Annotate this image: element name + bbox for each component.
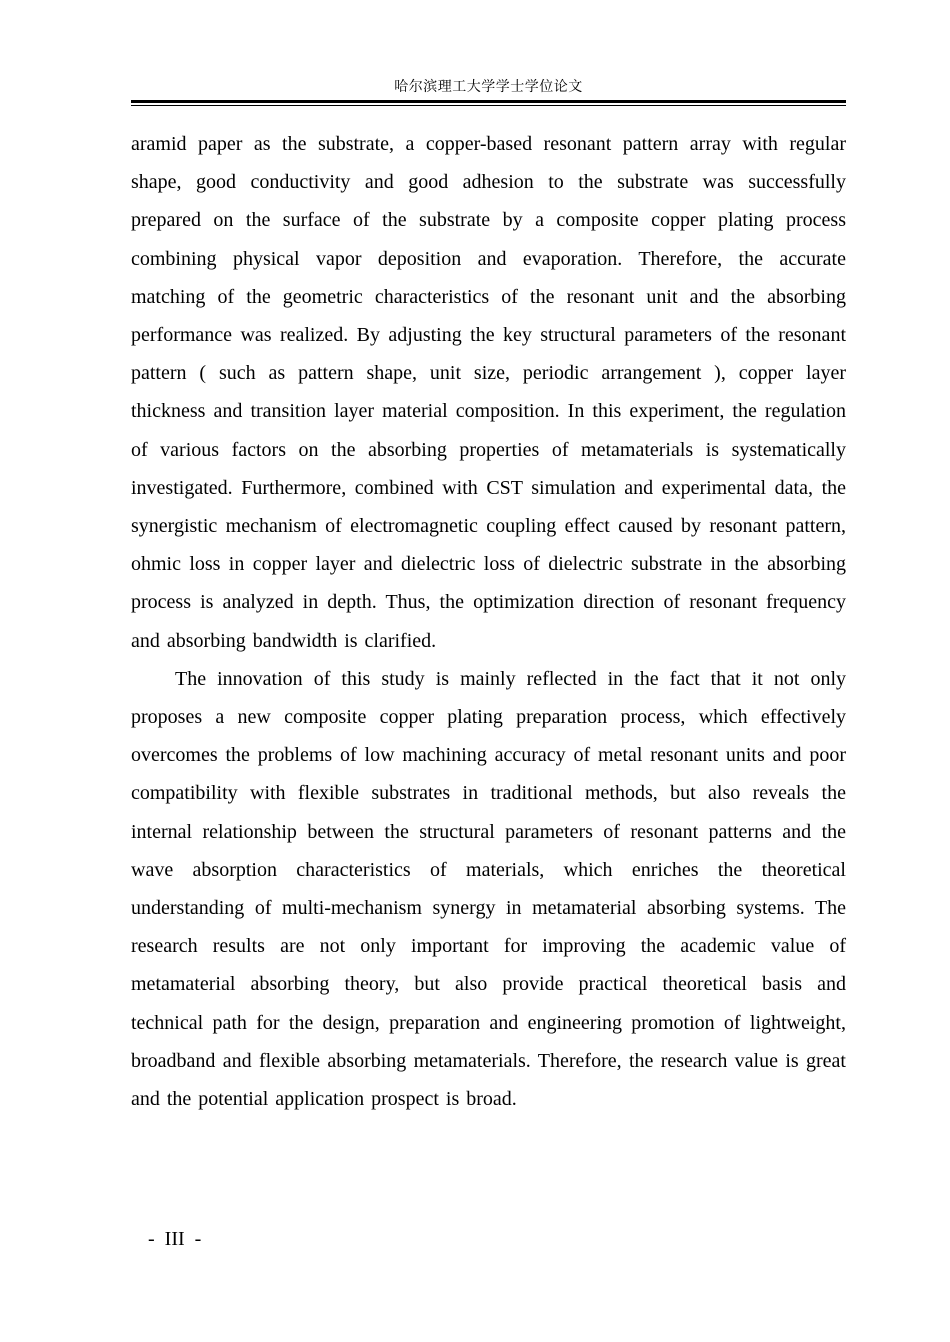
abstract-body — [131, 125, 846, 1118]
page-number: - III - — [148, 1228, 202, 1250]
running-header: 哈尔滨理工大学学士学位论文 — [394, 79, 583, 95]
paragraph-2: The innovation of this study is mainly reflected in the fact that it not only proposes a new composite copper plating preparation process, which effectively overcomes the problems of low machining accuracy of metal resonant units and poor compatibility with flexible substrates in traditional methods, but also reveals the internal relationship between the structural parameters of resonant patterns and the wave absorption characteristics of materials, which enriches the theoretical understanding of multi-mechanism synergy in metamaterial absorbing systems. The research results are not only important for improving the academic value of metamaterial absorbing theory, but also provide practical theoretical basis and technical path for the design, preparation and engineering promotion of lightweight, broadband and flexible absorbing metamaterials. Therefore, the research value is great and the potential application prospect is broad. — [131, 667, 846, 1111]
header-rule-thick — [131, 100, 846, 103]
paragraph-1: aramid paper as the substrate, a copper-based resonant pattern array with regular shape, good conductivity and good adhesion to the substrate was successfully prepared on the surface of the substrate by a composite copper plating process combining physical vapor deposition and evaporation. Therefore, the accurate matching of the geometric characteristics of the resonant unit and the absorbing performance was realized. By adjusting the key structural parameters of the resonant pattern ( such as pattern shape, unit size, periodic arrangement ), copper layer thickness and transition layer material composition. In this experiment, the regulation of various factors on the absorbing properties of metamaterials is systematically investigated. Furthermore, combined with CST simulation and experimental data, the synergistic mechanism of electromagnetic coupling effect caused by resonant pattern, ohmic loss in copper layer and dielectric loss of dielectric substrate in the absorbing process is analyzed in depth. Thus, the optimization direction of resonant frequency and absorbing bandwidth is clarified. — [131, 133, 846, 652]
header-rule-thin — [131, 105, 846, 106]
